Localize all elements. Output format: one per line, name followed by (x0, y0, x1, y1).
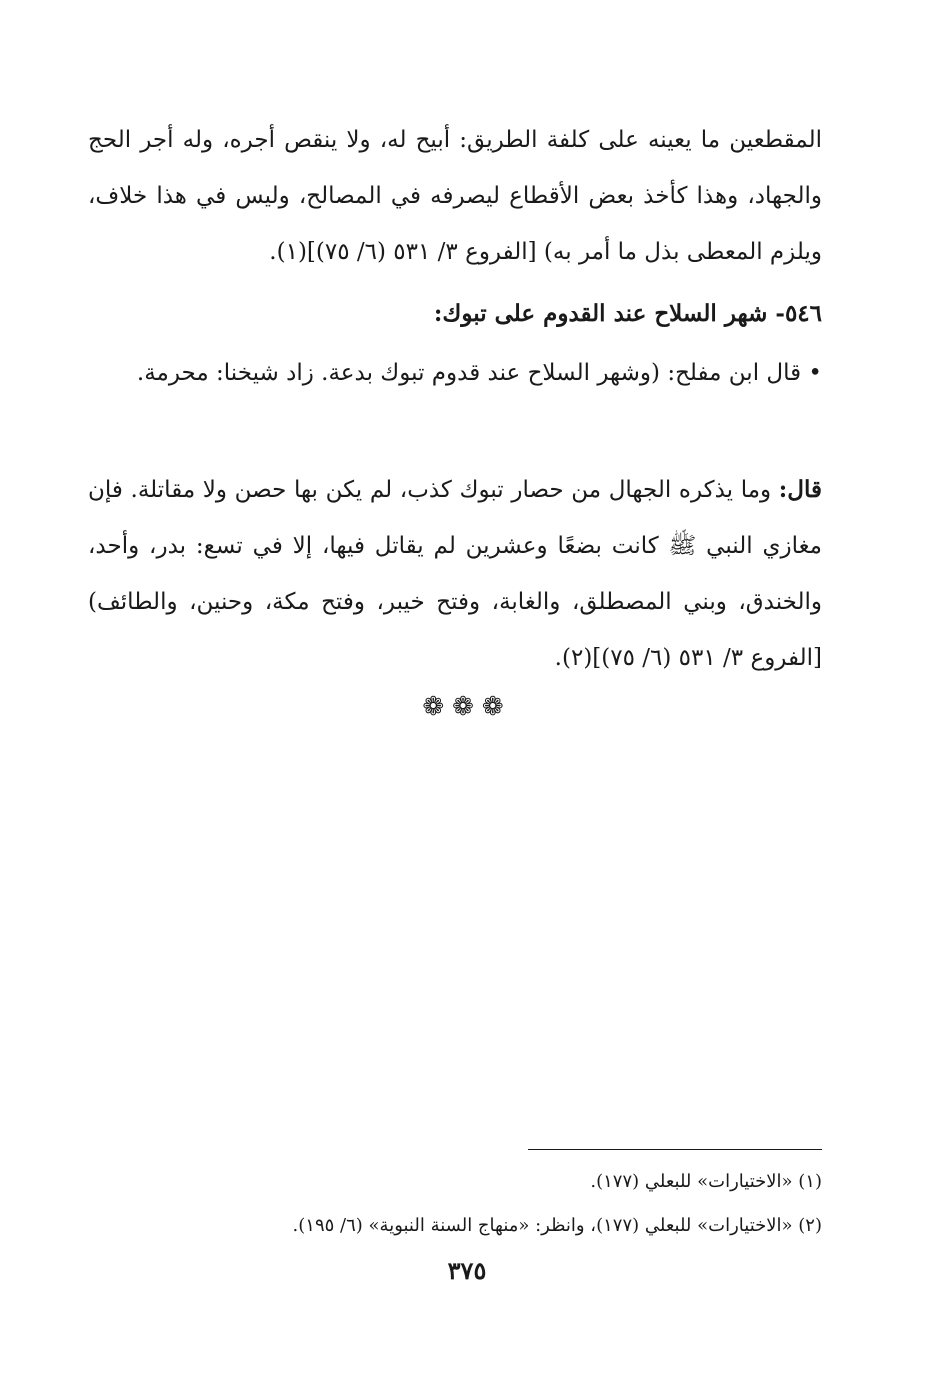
section-heading: ٥٤٦- شهر السلاح عند القدوم على تبوك: (433, 300, 822, 327)
footnote-2: (٢) «الاختيارات» للبعلي (١٧٧)، وانظر: «منهاج السنة النبوية» (٦/ ١٩٥). (292, 1215, 822, 1236)
paragraph-quote: • قال ابن مفلح: (وشهر السلاح عند قدوم تبوك بدعة. زاد شيخنا: محرمة. (136, 360, 822, 386)
footnote-1: (١) «الاختيارات» للبعلي (١٧٧). (590, 1171, 822, 1192)
paragraph-commentary (88, 462, 822, 686)
paragraph-body: وما يذكره الجهال من حصار تبوك كذب، لم يكن بها حصن ولا مقاتلة. فإن مغازي النبي ﷺ كانت بضعًا وعشرين لم يقاتل فيها، إلا في تسع: بدر، وأحد، والخندق، وبني المصطلق، والغابة، وفتح خيبر، وفتح مكة، وحنين، والطائف) [الفروع ٣/ ٥٣١ (٦/ ٧٥)](٢). (88, 477, 822, 671)
section-separator-ornament: ❁❁❁ (422, 692, 512, 722)
footnotes (88, 1160, 822, 1248)
footnote-divider (528, 1149, 822, 1150)
paragraph-lead-word: قال: (778, 476, 822, 503)
page-number: ٣٧٥ (447, 1256, 487, 1285)
paragraph-continuation: المقطعين ما يعينه على كلفة الطريق: أبيح له، ولا ينقص أجره، وله أجر الحج والجهاد، وهذا كأخذ بعض الأقطاع ليصرفه في المصالح، وليس في هذا خلاف، ويلزم المعطى بذل ما أمر به) [الفروع ٣/ ٥٣١ (٦/ ٧٥)](١). (88, 127, 822, 265)
